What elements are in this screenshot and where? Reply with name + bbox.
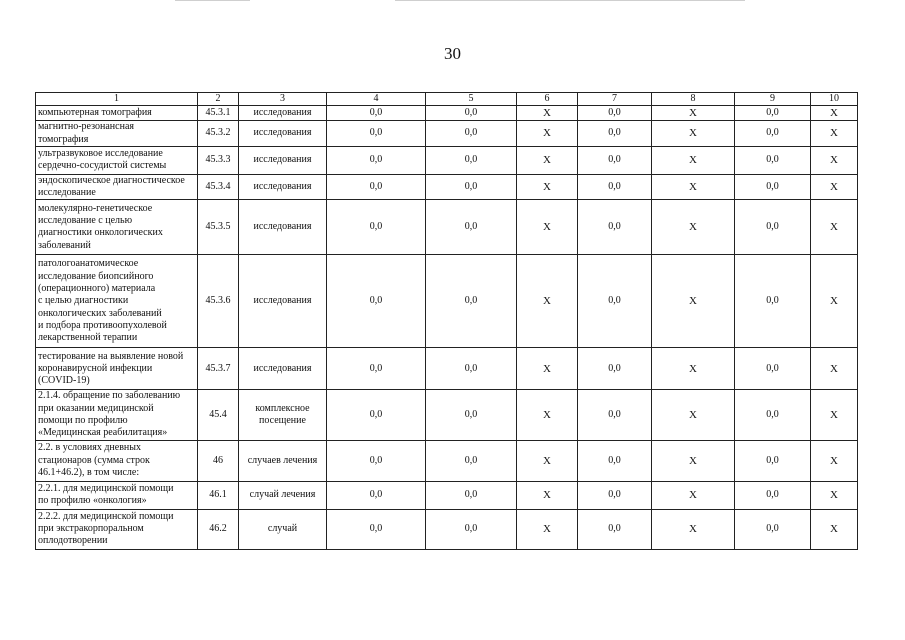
x-mark-cell: X (517, 146, 578, 174)
x-mark-cell: X (517, 106, 578, 121)
value-cell: 0,0 (327, 509, 426, 549)
row-name-cell: эндоскопическое диагностическое исследование (36, 174, 198, 200)
value-cell: 0,0 (735, 174, 811, 200)
value-cell: 0,0 (426, 348, 517, 390)
table-row (36, 200, 858, 255)
value-cell: 0,0 (327, 146, 426, 174)
x-mark-cell: X (811, 481, 858, 509)
row-name-cell: 2.1.4. обращение по заболеванию при оказании медицинской помощи по профилю «Медицинская реабилитация» (36, 390, 198, 440)
value-cell: 0,0 (327, 348, 426, 390)
col-header: 6 (517, 93, 578, 106)
value-cell: 0,0 (426, 255, 517, 348)
x-mark-cell: X (517, 255, 578, 348)
value-cell: 0,0 (327, 121, 426, 147)
row-unit-cell: исследования (239, 348, 327, 390)
col-header: 4 (327, 93, 426, 106)
value-cell: 0,0 (426, 200, 517, 255)
x-mark-cell: X (652, 200, 735, 255)
value-cell: 0,0 (327, 255, 426, 348)
value-cell: 0,0 (327, 200, 426, 255)
value-cell: 0,0 (735, 121, 811, 147)
value-cell: 0,0 (578, 440, 652, 481)
value-cell: 0,0 (426, 509, 517, 549)
x-mark-cell: X (652, 390, 735, 440)
row-unit-cell: исследования (239, 106, 327, 121)
x-mark-cell: X (517, 390, 578, 440)
x-mark-cell: X (652, 440, 735, 481)
row-name-cell: молекулярно-генетическое исследование с целью диагностики онкологических заболеваний (36, 200, 198, 255)
x-mark-cell: X (517, 481, 578, 509)
page-number: 30 (444, 44, 461, 63)
x-mark-cell: X (652, 121, 735, 147)
value-cell: 0,0 (426, 440, 517, 481)
row-unit-cell: исследования (239, 146, 327, 174)
value-cell: 0,0 (578, 146, 652, 174)
x-mark-cell: X (517, 200, 578, 255)
table-row (36, 146, 858, 174)
table-row (36, 509, 858, 549)
col-header: 10 (811, 93, 858, 106)
row-name-cell: магнитно-резонансная томография (36, 121, 198, 147)
x-mark-cell: X (811, 348, 858, 390)
row-code-cell: 46.1 (198, 481, 239, 509)
value-cell: 0,0 (578, 481, 652, 509)
row-code-cell: 45.3.3 (198, 146, 239, 174)
x-mark-cell: X (652, 481, 735, 509)
value-cell: 0,0 (735, 348, 811, 390)
row-unit-cell: исследования (239, 121, 327, 147)
value-cell: 0,0 (426, 146, 517, 174)
value-cell: 0,0 (735, 200, 811, 255)
row-unit-cell: исследования (239, 200, 327, 255)
value-cell: 0,0 (578, 106, 652, 121)
x-mark-cell: X (652, 106, 735, 121)
col-header: 1 (36, 93, 198, 106)
row-code-cell: 46.2 (198, 509, 239, 549)
x-mark-cell: X (811, 174, 858, 200)
col-header: 5 (426, 93, 517, 106)
row-unit-cell: исследования (239, 174, 327, 200)
row-unit-cell: комплексное посещение (239, 390, 327, 440)
x-mark-cell: X (652, 146, 735, 174)
row-code-cell: 45.4 (198, 390, 239, 440)
row-code-cell: 45.3.6 (198, 255, 239, 348)
x-mark-cell: X (517, 121, 578, 147)
x-mark-cell: X (652, 509, 735, 549)
value-cell: 0,0 (735, 106, 811, 121)
col-header: 8 (652, 93, 735, 106)
row-name-cell: 2.2.2. для медицинской помощи при экстракорпоральном оплодотворении (36, 509, 198, 549)
x-mark-cell: X (517, 440, 578, 481)
row-name-cell: тестирование на выявление новой коронавирусной инфекции (COVID-19) (36, 348, 198, 390)
row-code-cell: 45.3.5 (198, 200, 239, 255)
x-mark-cell: X (517, 174, 578, 200)
value-cell: 0,0 (735, 146, 811, 174)
table-row (36, 106, 858, 121)
x-mark-cell: X (811, 200, 858, 255)
col-header: 2 (198, 93, 239, 106)
x-mark-cell: X (652, 255, 735, 348)
scan-edge-left (175, 0, 250, 1)
row-unit-cell: случай лечения (239, 481, 327, 509)
value-cell: 0,0 (578, 200, 652, 255)
row-code-cell: 45.3.4 (198, 174, 239, 200)
col-header: 3 (239, 93, 327, 106)
x-mark-cell: X (811, 106, 858, 121)
row-name-cell: 2.2. в условиях дневных стационаров (сумма строк 46.1+46.2), в том числе: (36, 440, 198, 481)
row-unit-cell: исследования (239, 255, 327, 348)
value-cell: 0,0 (426, 106, 517, 121)
value-cell: 0,0 (327, 390, 426, 440)
x-mark-cell: X (652, 174, 735, 200)
value-cell: 0,0 (578, 174, 652, 200)
value-cell: 0,0 (327, 440, 426, 481)
table-row (36, 121, 858, 147)
row-name-cell: ультразвуковое исследование сердечно-сосудистой системы (36, 146, 198, 174)
x-mark-cell: X (811, 146, 858, 174)
value-cell: 0,0 (735, 390, 811, 440)
value-cell: 0,0 (426, 390, 517, 440)
table-row (36, 390, 858, 440)
row-code-cell: 45.3.1 (198, 106, 239, 121)
x-mark-cell: X (517, 348, 578, 390)
value-cell: 0,0 (735, 255, 811, 348)
header-row (36, 93, 858, 106)
value-cell: 0,0 (735, 509, 811, 549)
x-mark-cell: X (652, 348, 735, 390)
value-cell: 0,0 (426, 121, 517, 147)
x-mark-cell: X (811, 390, 858, 440)
value-cell: 0,0 (426, 174, 517, 200)
value-cell: 0,0 (735, 440, 811, 481)
scan-edge-right (395, 0, 745, 1)
row-unit-cell: случай (239, 509, 327, 549)
value-cell: 0,0 (327, 481, 426, 509)
value-cell: 0,0 (327, 106, 426, 121)
table-row (36, 348, 858, 390)
row-name-cell: компьютерная томография (36, 106, 198, 121)
table-row (36, 255, 858, 348)
row-name-cell: 2.2.1. для медицинской помощи по профилю «онкология» (36, 481, 198, 509)
value-cell: 0,0 (578, 509, 652, 549)
row-code-cell: 45.3.2 (198, 121, 239, 147)
table-row (36, 174, 858, 200)
row-code-cell: 46 (198, 440, 239, 481)
table-row (36, 440, 858, 481)
x-mark-cell: X (517, 509, 578, 549)
x-mark-cell: X (811, 121, 858, 147)
data-table (35, 92, 858, 550)
row-unit-cell: случаев лечения (239, 440, 327, 481)
value-cell: 0,0 (578, 255, 652, 348)
table-row (36, 481, 858, 509)
value-cell: 0,0 (578, 121, 652, 147)
value-cell: 0,0 (578, 348, 652, 390)
value-cell: 0,0 (735, 481, 811, 509)
x-mark-cell: X (811, 440, 858, 481)
col-header: 9 (735, 93, 811, 106)
value-cell: 0,0 (578, 390, 652, 440)
row-code-cell: 45.3.7 (198, 348, 239, 390)
x-mark-cell: X (811, 509, 858, 549)
row-name-cell: патологоанатомическое исследование биопсийного (операционного) материала с целью диагностики онкологических заболеваний и подбора противоопухолевой лекарственной терапии (36, 255, 198, 348)
value-cell: 0,0 (327, 174, 426, 200)
value-cell: 0,0 (426, 481, 517, 509)
x-mark-cell: X (811, 255, 858, 348)
col-header: 7 (578, 93, 652, 106)
